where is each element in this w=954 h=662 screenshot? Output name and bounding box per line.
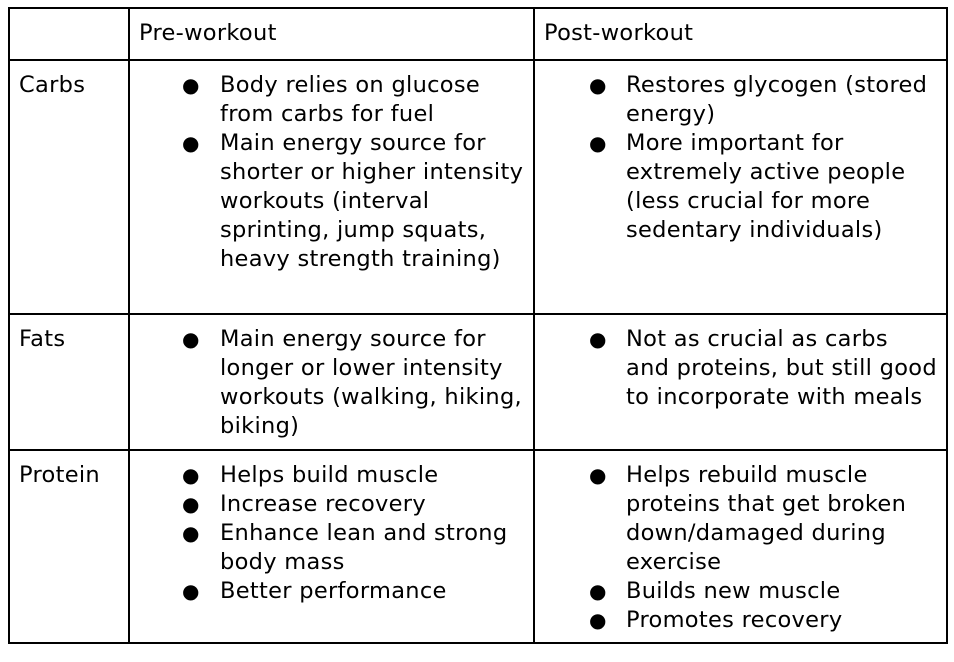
list-item-text: More important for extremely active people (less crucial for more sedentary individuals) (626, 130, 906, 243)
bullet-icon: ● (182, 131, 200, 155)
protein-post-workout-cell (534, 450, 947, 643)
row-label-fats: Fats (9, 314, 129, 450)
header-post-workout: Post-workout (534, 8, 947, 60)
list-item (544, 325, 937, 412)
list-item (544, 606, 937, 635)
bullet-icon: ● (182, 579, 200, 603)
table-row-fats (9, 314, 947, 450)
list-item (544, 461, 937, 577)
list-item (139, 577, 524, 606)
list-item-text: Main energy source for shorter or higher intensity workouts (interval sprinting, jump squats, heavy strength training) (220, 130, 524, 272)
carbs-pre-list (139, 71, 524, 274)
header-corner-cell (9, 8, 129, 60)
fats-pre-list (139, 325, 524, 441)
list-item-text: Enhance lean and strong body mass (220, 520, 508, 575)
list-item-text: Helps rebuild muscle proteins that get broken down/damaged during exercise (626, 462, 907, 575)
list-item (139, 461, 524, 490)
protein-post-list (544, 461, 937, 635)
bullet-icon: ● (589, 327, 607, 351)
list-item (544, 129, 937, 245)
header-pre-workout: Pre-workout (129, 8, 534, 60)
protein-pre-workout-cell (129, 450, 534, 643)
bullet-icon: ● (589, 463, 607, 487)
bullet-icon: ● (589, 608, 607, 632)
list-item-text: Better performance (220, 578, 447, 604)
bullet-icon: ● (182, 73, 200, 97)
list-item (139, 490, 524, 519)
fats-post-workout-cell (534, 314, 947, 450)
carbs-post-workout-cell (534, 60, 947, 314)
bullet-icon: ● (589, 73, 607, 97)
list-item (139, 519, 524, 577)
list-item (139, 71, 524, 129)
list-item-text: Restores glycogen (stored energy) (626, 72, 928, 127)
list-item-text: Promotes recovery (626, 607, 843, 633)
list-item (139, 129, 524, 274)
list-item-text: Helps build muscle (220, 462, 439, 488)
list-item-text: Builds new muscle (626, 578, 841, 604)
list-item-text: Main energy source for longer or lower intensity workouts (walking, hiking, biking) (220, 326, 523, 439)
bullet-icon: ● (182, 521, 200, 545)
list-item-text: Not as crucial as carbs and proteins, but still good to incorporate with meals (626, 326, 937, 410)
row-label-protein: Protein (9, 450, 129, 643)
list-item-text: Increase recovery (220, 491, 426, 517)
table-row-carbs (9, 60, 947, 314)
table-row-protein (9, 450, 947, 643)
bullet-icon: ● (589, 131, 607, 155)
row-label-carbs: Carbs (9, 60, 129, 314)
list-item-text: Body relies on glucose from carbs for fuel (220, 72, 481, 127)
carbs-pre-workout-cell (129, 60, 534, 314)
list-item (544, 577, 937, 606)
fats-pre-workout-cell (129, 314, 534, 450)
fats-post-list (544, 325, 937, 412)
workout-nutrition-table (8, 7, 948, 644)
list-item (544, 71, 937, 129)
list-item (139, 325, 524, 441)
header-row (9, 8, 947, 60)
bullet-icon: ● (589, 579, 607, 603)
protein-pre-list (139, 461, 524, 606)
carbs-post-list (544, 71, 937, 245)
bullet-icon: ● (182, 492, 200, 516)
bullet-icon: ● (182, 463, 200, 487)
bullet-icon: ● (182, 327, 200, 351)
